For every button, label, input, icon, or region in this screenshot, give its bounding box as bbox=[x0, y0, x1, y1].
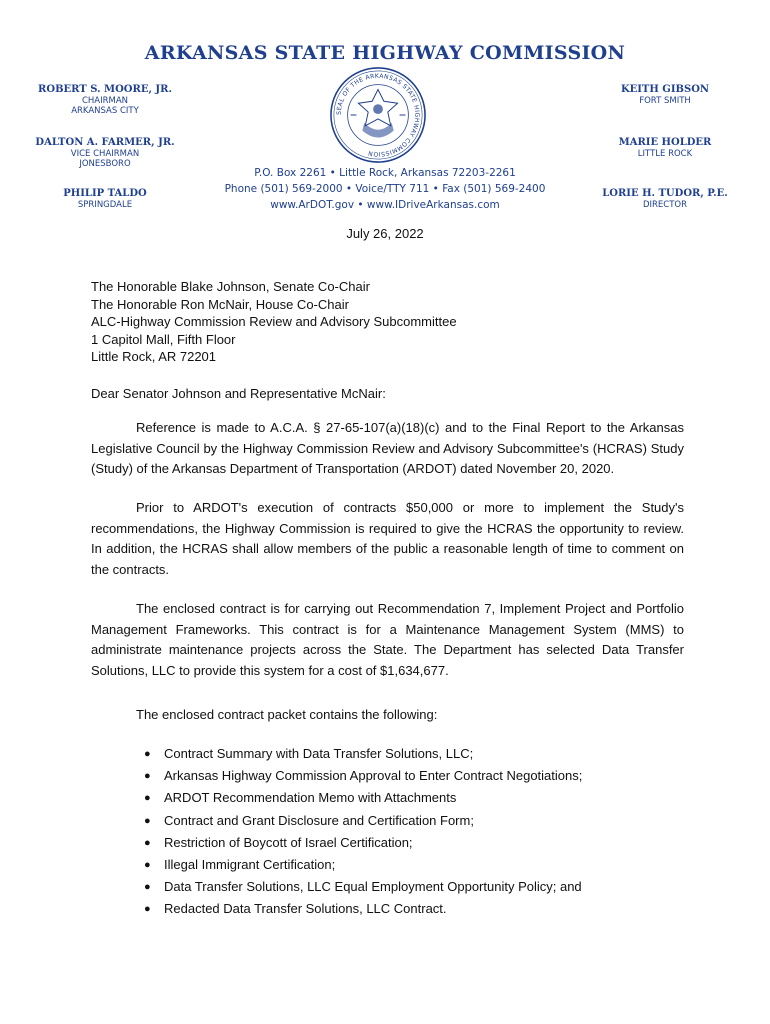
bullet-icon: ● bbox=[144, 858, 151, 871]
list-item-text: Arkansas Highway Commission Approval to Enter Contract Negotiations; bbox=[164, 768, 583, 784]
paragraph-prior bbox=[91, 498, 684, 580]
bullet-icon: ● bbox=[144, 836, 151, 849]
contact-phone: Phone (501) 569-2000 • Voice/TTY 711 • Fax (501) 569-2400 bbox=[224, 183, 546, 195]
list-item bbox=[91, 787, 691, 809]
list-intro-text: The enclosed contract packet contains the following: bbox=[136, 707, 438, 722]
list-item bbox=[91, 898, 691, 920]
list-item-text: Contract and Grant Disclosure and Certification Form; bbox=[164, 812, 474, 828]
member-title: VICE CHAIRMAN bbox=[70, 149, 140, 159]
list-item bbox=[91, 854, 691, 876]
bullet-icon: ● bbox=[144, 770, 151, 783]
paragraph-text: Prior to ARDOT's execution of contracts $50,000 or more to implement the Study's recommendations, the Highway Commission is required to give the HCRAS the opportunity to review. In addition, the HCRAS shall allow members of the public a reasonable length of time to comment on the contracts. bbox=[91, 500, 684, 577]
paragraph-text: The enclosed contract is for carrying out Recommendation 7, Implement Project and Portfolio Management Frameworks. This contract is for a Maintenance Management System (MMS) to administrate maintenance projects across the State. The Department has selected Data Transfer Solutions, LLC to provide this system for a cost of $1,634,677. bbox=[91, 601, 684, 678]
paragraph-text: Reference is made to A.C.A. § 27-65-107(a)(18)(c) and to the Final Report to the Arkansas Legislative Council by the Highway Commission Review and Advisory Subcommittee's (HCRAS) Study (Study) of the Arkansas Department of Transportation (ARDOT) dated November 20, 2020. bbox=[91, 420, 684, 476]
paragraph-reference bbox=[91, 418, 684, 480]
member-name: KEITH GIBSON bbox=[620, 84, 710, 95]
member-city: JONESBORO bbox=[79, 159, 131, 169]
address-line: 1 Capitol Mall, Fifth Floor bbox=[91, 331, 236, 347]
contact-web: www.ArDOT.gov • www.IDriveArkansas.com bbox=[270, 199, 500, 211]
list-item bbox=[91, 743, 691, 765]
bullet-icon: ● bbox=[144, 748, 151, 760]
address-line: The Honorable Ron McNair, House Co-Chair bbox=[91, 296, 349, 312]
list-item-text: Illegal Immigrant Certification; bbox=[164, 856, 336, 872]
bullet-icon: ● bbox=[144, 903, 151, 916]
paragraph-contract bbox=[91, 599, 684, 681]
member-holder bbox=[565, 137, 765, 159]
list-item-text: Data Transfer Solutions, LLC Equal Employment Opportunity Policy; and bbox=[164, 879, 582, 895]
member-name: DALTON A. FARMER, JR. bbox=[35, 137, 175, 148]
member-taldo bbox=[5, 188, 205, 210]
list-item-text: Contract Summary with Data Transfer Solutions, LLC; bbox=[164, 746, 474, 761]
list-item-text: Restriction of Boycott of Israel Certification; bbox=[164, 834, 413, 850]
member-vice-chairman bbox=[5, 137, 205, 169]
address-line: The Honorable Blake Johnson, Senate Co-Chair bbox=[91, 279, 370, 294]
letterhead-title: ARKANSAS STATE HIGHWAY COMMISSION bbox=[144, 42, 626, 64]
svg-text:SEAL OF THE ARKANSAS STATE HIG bbox=[336, 73, 421, 158]
list-item bbox=[91, 876, 691, 898]
bullet-icon: ● bbox=[144, 792, 151, 805]
member-city: ARKANSAS CITY bbox=[71, 106, 139, 116]
bullet-icon: ● bbox=[144, 814, 151, 827]
member-city: LITTLE ROCK bbox=[637, 149, 693, 159]
address-line: Little Rock, AR 72201 bbox=[91, 349, 217, 364]
list-item-text: Redacted Data Transfer Solutions, LLC Contract. bbox=[164, 901, 447, 917]
member-tudor bbox=[565, 188, 765, 210]
member-name: MARIE HOLDER bbox=[618, 137, 712, 148]
enclosure-list bbox=[91, 743, 691, 921]
member-name: PHILIP TALDO bbox=[63, 188, 147, 199]
inside-address bbox=[91, 278, 684, 366]
member-name: LORIE H. TUDOR, P.E. bbox=[602, 188, 728, 199]
member-chairman bbox=[5, 84, 205, 116]
list-intro bbox=[91, 705, 684, 726]
contact-address: P.O. Box 2261 • Little Rock, Arkansas 72203-2261 bbox=[254, 167, 516, 179]
salutation: Dear Senator Johnson and Representative McNair: bbox=[91, 386, 386, 401]
list-item bbox=[91, 810, 691, 832]
list-item bbox=[91, 832, 691, 854]
address-line: ALC-Highway Commission Review and Advisory Subcommittee bbox=[91, 314, 457, 329]
member-city: FORT SMITH bbox=[639, 96, 691, 106]
list-item-text: ARDOT Recommendation Memo with Attachments bbox=[164, 790, 457, 806]
member-city: SPRINGDALE bbox=[77, 200, 133, 210]
member-name: ROBERT S. MOORE, JR. bbox=[38, 84, 172, 95]
letter-date: July 26, 2022 bbox=[346, 226, 424, 241]
member-gibson bbox=[565, 84, 765, 106]
member-title: DIRECTOR bbox=[642, 200, 688, 210]
member-title: CHAIRMAN bbox=[81, 96, 129, 106]
seal-text: SEAL OF THE ARKANSAS STATE HIGHWAY COMMISSION bbox=[335, 72, 421, 158]
list-item bbox=[91, 765, 691, 787]
bullet-icon: ● bbox=[144, 881, 151, 894]
commission-seal-icon bbox=[329, 66, 427, 164]
